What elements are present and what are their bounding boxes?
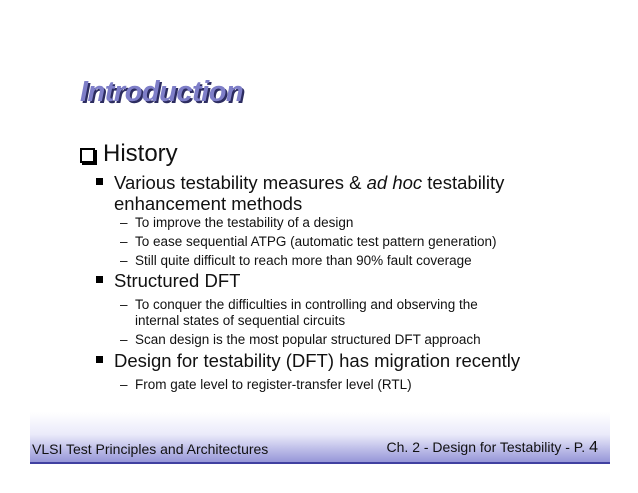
sub-bullet-difficult [120,252,472,269]
sub-bullet-text: To ease sequential ATPG (automatic test pattern generation) [135,234,497,249]
sub-bullet-continuation [135,312,345,329]
sub-bullet-gate-level [120,376,412,393]
sub-bullet-text: To improve the testability of a design [135,215,354,230]
dash-bullet: – [120,297,128,312]
heading-text: History [103,140,178,167]
sub-bullet-text: Still quite difficult to reach more than 90% fault coverage [135,253,472,268]
bullet-text: enhancement methods [114,193,303,214]
bullet-text-post: testability [422,172,505,193]
square-bullet-icon [96,276,103,283]
bullet-continuation [114,193,302,215]
bullet-text-pre: Various testability measures & [114,172,367,193]
dash-bullet: – [120,332,128,347]
dash-bullet: – [120,234,128,249]
sub-bullet-text: From gate level to register-transfer level (RTL) [135,377,412,392]
footer-page-info [387,439,598,457]
bullet-various-measures [114,172,504,194]
footer-chapter: Ch. 2 - Design for Testability - P. [386,439,590,455]
dash-bullet: – [120,253,128,268]
square-bullet-icon [96,178,103,185]
dash-bullet: – [120,377,128,392]
footer-divider [30,462,610,464]
sub-bullet-ease [120,233,497,250]
sub-bullet-scan [120,331,481,348]
bullet-text-italic: ad hoc [366,172,423,193]
footer-course-title: VLSI Test Principles and Architectures [32,441,269,457]
heading-history [80,140,178,168]
bullet-design-for-testability [114,350,520,372]
sub-bullet-text: Scan design is the most popular structured DFT approach [135,332,481,347]
slide-title: Introduction [80,76,244,108]
bullet-structured-dft [114,270,240,292]
sub-bullet-text: internal states of sequential circuits [135,313,346,328]
page-number: 4 [589,439,598,456]
sub-bullet-conquer [120,296,478,313]
sub-bullet-improve [120,214,354,231]
dash-bullet: – [120,215,128,230]
checkbox-bullet-icon [80,148,95,163]
bullet-text: Design for testability (DFT) has migration recently [114,350,521,371]
square-bullet-icon [96,356,103,363]
bullet-text: Structured DFT [114,270,241,291]
sub-bullet-text: To conquer the difficulties in controlling and observing the [135,297,478,312]
